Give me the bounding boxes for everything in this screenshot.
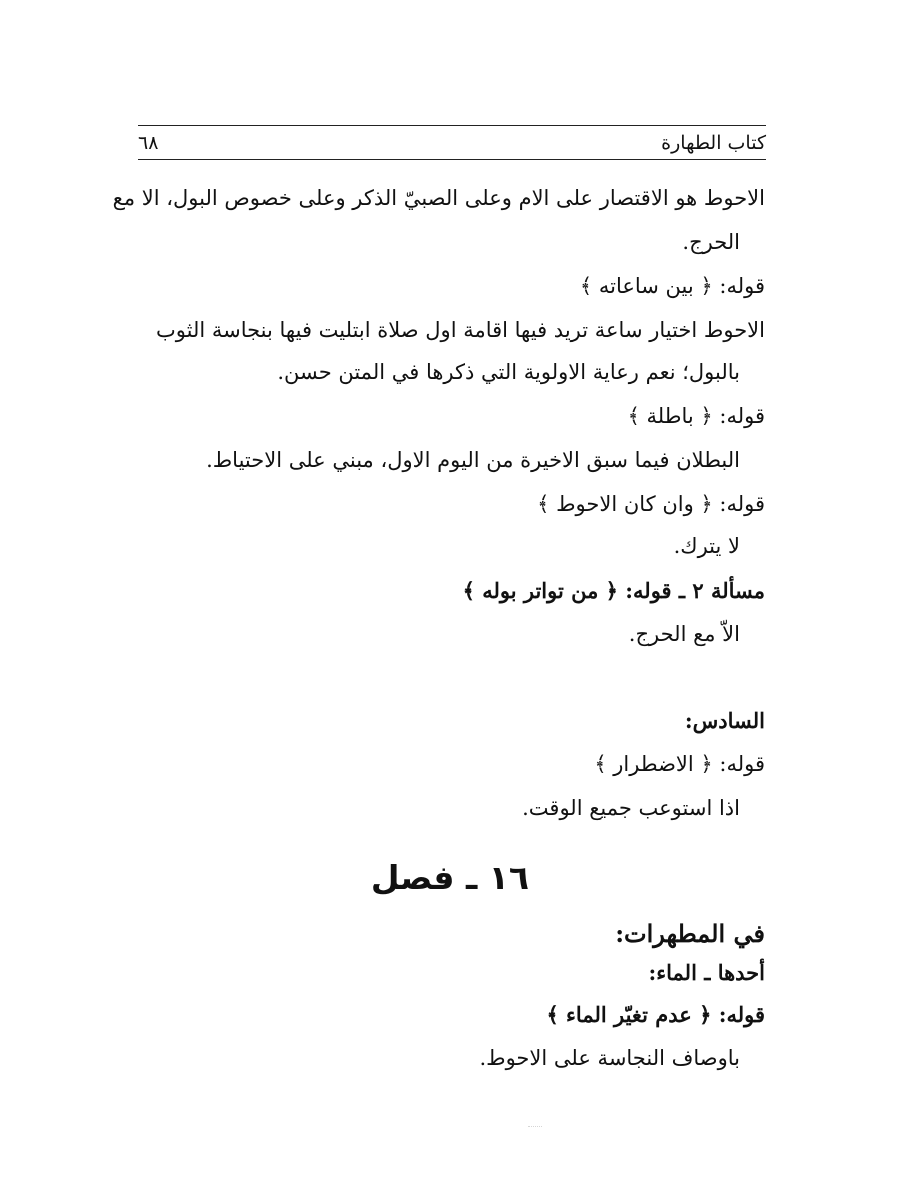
section-heading-sixth: السادس: — [684, 708, 765, 733]
subsection-heading: في المطهرات: — [615, 919, 765, 948]
body-line-1: الاحوط هو الاقتصار على الام وعلى الصبيّ الذكر وعلى خصوص البول، الا مع — [112, 186, 765, 210]
quote-line-1: قوله: ﴿ بين ساعاته ﴾ — [579, 274, 765, 298]
quote-line-3: قوله: ﴿ وان كان الاحوط ﴾ — [537, 492, 765, 516]
issue-line: مسألة ٢ ـ قوله: ﴿ من تواتر بوله ﴾ — [462, 578, 765, 603]
body-line-4: بالبول؛ نعم رعاية الاولوية التي ذكرها في المتن حسن. — [277, 360, 740, 384]
quote-line-2: قوله: ﴿ باطلة ﴾ — [627, 404, 765, 428]
body-line-7: الاّ مع الحرج. — [628, 622, 740, 646]
body-line-2: الحرج. — [682, 230, 740, 254]
body-line-3: الاحوط اختيار ساعة تريد فيها اقامة اول صلاة ابتليت فيها بنجاسة الثوب — [156, 318, 765, 342]
header-rule-bottom — [138, 159, 766, 160]
quote-line-4: قوله: ﴿ الاضطرار ﴾ — [594, 752, 765, 776]
quote-line-5: قوله: ﴿ عدم تغيّر الماء ﴾ — [546, 1002, 765, 1027]
body-line-9: باوصاف النجاسة على الاحوط. — [479, 1046, 740, 1070]
body-line-8: اذا استوعب جميع الوقت. — [522, 796, 740, 820]
scan-speck — [528, 1118, 542, 1127]
item-heading: أحدها ـ الماء: — [648, 960, 765, 985]
chapter-heading: ١٦ ـ فصل — [370, 858, 530, 897]
body-line-5: البطلان فيما سبق الاخيرة من اليوم الاول، مبني على الاحتياط. — [206, 448, 740, 472]
body-line-6: لا يترك. — [673, 534, 740, 558]
page-number: ٦٨ — [138, 132, 159, 154]
header-rule-top — [138, 125, 766, 126]
book-title: كتاب الطهارة — [661, 132, 766, 154]
running-header — [138, 128, 766, 158]
